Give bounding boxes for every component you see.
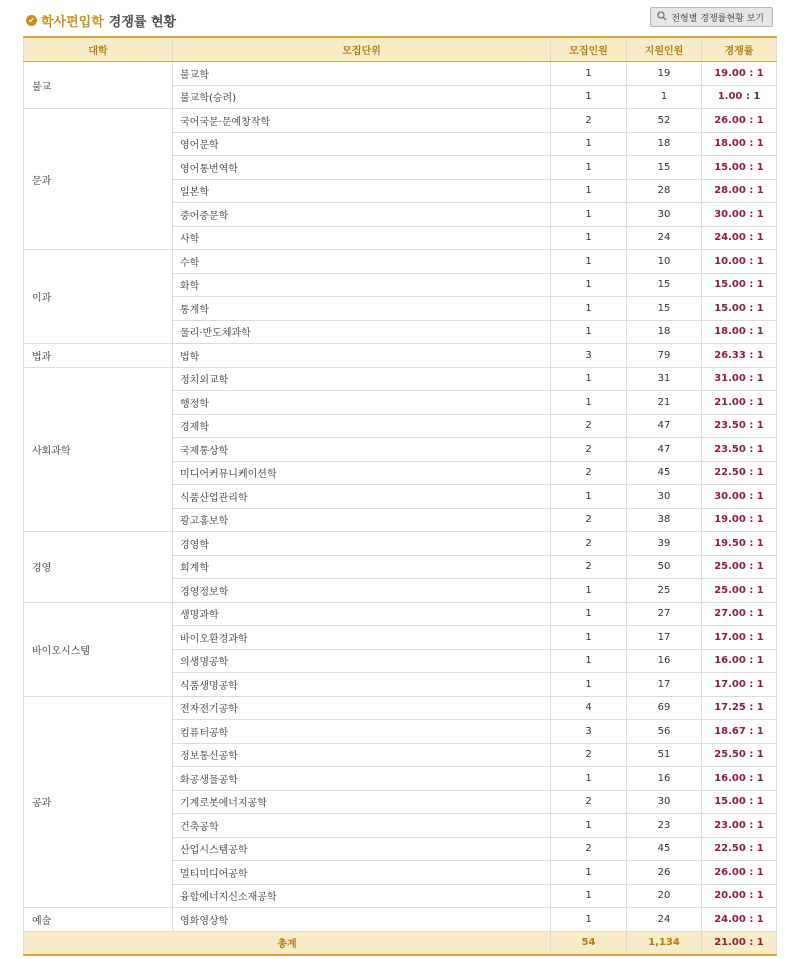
quota-cell: 1: [551, 626, 627, 650]
applicants-cell: 18: [627, 320, 702, 344]
quota-cell: 2: [551, 790, 627, 814]
applicants-cell: 50: [627, 555, 702, 579]
unit-cell: 정보통신공학: [173, 743, 551, 767]
college-cell: 경영: [24, 532, 173, 603]
quota-cell: 2: [551, 109, 627, 133]
column-header: 모집인원: [551, 37, 627, 62]
unit-cell: 일본학: [173, 179, 551, 203]
ratio-cell: 25.00 : 1: [702, 579, 777, 603]
applicants-cell: 51: [627, 743, 702, 767]
quota-cell: 1: [551, 297, 627, 321]
ratio-cell: 31.00 : 1: [702, 367, 777, 391]
ratio-cell: 21.00 : 1: [702, 391, 777, 415]
table-row: [24, 109, 777, 133]
quota-cell: 2: [551, 461, 627, 485]
unit-cell: 경제학: [173, 414, 551, 438]
quota-cell: 1: [551, 367, 627, 391]
unit-cell: 미디어커뮤니케이션학: [173, 461, 551, 485]
applicants-cell: 18: [627, 132, 702, 156]
unit-cell: 사학: [173, 226, 551, 250]
quota-cell: 2: [551, 414, 627, 438]
title-highlight: 학사편입학: [41, 15, 104, 30]
unit-cell: 영화영상학: [173, 908, 551, 932]
ratio-cell: 24.00 : 1: [702, 908, 777, 932]
college-cell: 불교: [24, 62, 173, 109]
quota-cell: 3: [551, 720, 627, 744]
applicants-cell: 47: [627, 438, 702, 462]
applicants-cell: 19: [627, 62, 702, 86]
view-by-type-button-label: 전형별 경쟁률현황 보기: [671, 13, 764, 24]
quota-cell: 1: [551, 485, 627, 509]
college-cell: 사회과학: [24, 367, 173, 532]
unit-cell: 컴퓨터공학: [173, 720, 551, 744]
quota-cell: 1: [551, 179, 627, 203]
unit-cell: 건축공학: [173, 814, 551, 838]
unit-cell: 물리·반도체과학: [173, 320, 551, 344]
applicants-cell: 23: [627, 814, 702, 838]
quota-cell: 1: [551, 814, 627, 838]
unit-cell: 산업시스템공학: [173, 837, 551, 861]
unit-cell: 통계학: [173, 297, 551, 321]
unit-cell: 광고홍보학: [173, 508, 551, 532]
applicants-cell: 21: [627, 391, 702, 415]
unit-cell: 기계로봇에너지공학: [173, 790, 551, 814]
unit-cell: 회계학: [173, 555, 551, 579]
search-icon: [657, 11, 667, 24]
quota-cell: 1: [551, 226, 627, 250]
unit-cell: 경영정보학: [173, 579, 551, 603]
ratio-cell: 15.00 : 1: [702, 156, 777, 180]
unit-cell: 국어국문·문예창작학: [173, 109, 551, 133]
applicants-cell: 15: [627, 156, 702, 180]
applicants-cell: 27: [627, 602, 702, 626]
unit-cell: 식품산업관리학: [173, 485, 551, 509]
applicants-cell: 45: [627, 461, 702, 485]
table-row: [24, 367, 777, 391]
ratio-cell: 17.00 : 1: [702, 673, 777, 697]
quota-cell: 1: [551, 62, 627, 86]
column-header: 모집단위: [173, 37, 551, 62]
unit-cell: 수학: [173, 250, 551, 274]
applicants-cell: 30: [627, 203, 702, 227]
ratio-cell: 20.00 : 1: [702, 884, 777, 908]
ratio-cell: 17.00 : 1: [702, 626, 777, 650]
applicants-cell: 16: [627, 767, 702, 791]
page-header: [0, 0, 798, 36]
college-cell: 법과: [24, 344, 173, 368]
unit-cell: 중어중문학: [173, 203, 551, 227]
unit-cell: 화공생물공학: [173, 767, 551, 791]
ratio-cell: 15.00 : 1: [702, 297, 777, 321]
ratio-cell: 23.50 : 1: [702, 414, 777, 438]
ratio-cell: 22.50 : 1: [702, 461, 777, 485]
total-row: [24, 931, 777, 955]
quota-cell: 1: [551, 85, 627, 109]
unit-cell: 융합에너지신소재공학: [173, 884, 551, 908]
ratio-cell: 16.00 : 1: [702, 649, 777, 673]
quota-cell: 2: [551, 837, 627, 861]
unit-cell: 국제통상학: [173, 438, 551, 462]
quota-cell: 2: [551, 438, 627, 462]
quota-cell: 1: [551, 320, 627, 344]
ratio-cell: 30.00 : 1: [702, 485, 777, 509]
title-rest: 경쟁률 현황: [108, 15, 177, 30]
unit-cell: 의생명공학: [173, 649, 551, 673]
column-header: 경쟁률: [702, 37, 777, 62]
total-ratio: 21.00 : 1: [702, 931, 777, 955]
quota-cell: 1: [551, 673, 627, 697]
ratio-cell: 25.50 : 1: [702, 743, 777, 767]
applicants-cell: 69: [627, 696, 702, 720]
quota-cell: 2: [551, 743, 627, 767]
quota-cell: 1: [551, 767, 627, 791]
quota-cell: 2: [551, 532, 627, 556]
view-by-type-button[interactable]: [650, 7, 773, 27]
quota-cell: 1: [551, 132, 627, 156]
total-label: 총계: [24, 931, 551, 955]
applicants-cell: 52: [627, 109, 702, 133]
applicants-cell: 25: [627, 579, 702, 603]
quota-cell: 1: [551, 203, 627, 227]
ratio-cell: 15.00 : 1: [702, 790, 777, 814]
applicants-cell: 47: [627, 414, 702, 438]
quota-cell: 1: [551, 273, 627, 297]
ratio-cell: 18.00 : 1: [702, 132, 777, 156]
ratio-cell: 26.33 : 1: [702, 344, 777, 368]
unit-cell: 불교학(승려): [173, 85, 551, 109]
applicants-cell: 45: [627, 837, 702, 861]
applicants-cell: 20: [627, 884, 702, 908]
ratio-cell: 10.00 : 1: [702, 250, 777, 274]
applicants-cell: 26: [627, 861, 702, 885]
ratio-cell: 30.00 : 1: [702, 203, 777, 227]
ratio-cell: 22.50 : 1: [702, 837, 777, 861]
quota-cell: 2: [551, 508, 627, 532]
ratio-cell: 23.50 : 1: [702, 438, 777, 462]
quota-cell: 1: [551, 908, 627, 932]
college-cell: 문과: [24, 109, 173, 250]
table-body: [24, 62, 777, 932]
unit-cell: 전자전기공학: [173, 696, 551, 720]
applicants-cell: 56: [627, 720, 702, 744]
unit-cell: 법학: [173, 344, 551, 368]
college-cell: 예술: [24, 908, 173, 932]
table-header-row: [24, 37, 777, 62]
ratio-cell: 23.00 : 1: [702, 814, 777, 838]
column-header: 지원인원: [627, 37, 702, 62]
quota-cell: 4: [551, 696, 627, 720]
ratio-cell: 1.00 : 1: [702, 85, 777, 109]
ratio-cell: 18.67 : 1: [702, 720, 777, 744]
college-cell: 이과: [24, 250, 173, 344]
applicants-cell: 17: [627, 673, 702, 697]
ratio-cell: 25.00 : 1: [702, 555, 777, 579]
table-row: [24, 344, 777, 368]
applicants-cell: 24: [627, 908, 702, 932]
quota-cell: 1: [551, 156, 627, 180]
quota-cell: 3: [551, 344, 627, 368]
quota-cell: 1: [551, 579, 627, 603]
unit-cell: 영어문학: [173, 132, 551, 156]
unit-cell: 바이오환경과학: [173, 626, 551, 650]
ratio-cell: 28.00 : 1: [702, 179, 777, 203]
college-cell: 바이오시스템: [24, 602, 173, 696]
ratio-cell: 19.50 : 1: [702, 532, 777, 556]
unit-cell: 행정학: [173, 391, 551, 415]
ratio-cell: 15.00 : 1: [702, 273, 777, 297]
applicants-cell: 16: [627, 649, 702, 673]
table-row: [24, 696, 777, 720]
applicants-cell: 30: [627, 790, 702, 814]
applicants-cell: 15: [627, 273, 702, 297]
unit-cell: 경영학: [173, 532, 551, 556]
applicants-cell: 79: [627, 344, 702, 368]
ratio-cell: 18.00 : 1: [702, 320, 777, 344]
unit-cell: 식품생명공학: [173, 673, 551, 697]
unit-cell: 생명과학: [173, 602, 551, 626]
unit-cell: 영어통번역학: [173, 156, 551, 180]
quota-cell: 1: [551, 391, 627, 415]
quota-cell: 1: [551, 884, 627, 908]
ratio-cell: 26.00 : 1: [702, 109, 777, 133]
applicants-cell: 24: [627, 226, 702, 250]
applicants-cell: 10: [627, 250, 702, 274]
table-row: [24, 602, 777, 626]
quota-cell: 1: [551, 861, 627, 885]
page-title: [26, 11, 176, 30]
ratio-cell: 19.00 : 1: [702, 62, 777, 86]
table-row: [24, 250, 777, 274]
quota-cell: 2: [551, 555, 627, 579]
ratio-cell: 16.00 : 1: [702, 767, 777, 791]
check-circle-icon: ✔: [26, 15, 37, 26]
ratio-cell: 17.25 : 1: [702, 696, 777, 720]
quota-cell: 1: [551, 250, 627, 274]
college-cell: 공과: [24, 696, 173, 908]
applicants-cell: 38: [627, 508, 702, 532]
applicants-cell: 31: [627, 367, 702, 391]
applicants-cell: 28: [627, 179, 702, 203]
applicants-cell: 15: [627, 297, 702, 321]
ratio-cell: 26.00 : 1: [702, 861, 777, 885]
applicants-cell: 1: [627, 85, 702, 109]
table-row: [24, 908, 777, 932]
applicants-cell: 30: [627, 485, 702, 509]
applicants-cell: 39: [627, 532, 702, 556]
table-row: [24, 532, 777, 556]
table-row: [24, 62, 777, 86]
total-applicants: 1,134: [627, 931, 702, 955]
applicants-cell: 17: [627, 626, 702, 650]
quota-cell: 1: [551, 649, 627, 673]
ratio-cell: 27.00 : 1: [702, 602, 777, 626]
ratio-cell: 19.00 : 1: [702, 508, 777, 532]
unit-cell: 화학: [173, 273, 551, 297]
column-header: 대학: [24, 37, 173, 62]
competition-rate-table: [23, 36, 777, 956]
unit-cell: 불교학: [173, 62, 551, 86]
total-quota: 54: [551, 931, 627, 955]
unit-cell: 정치외교학: [173, 367, 551, 391]
unit-cell: 멀티미디어공학: [173, 861, 551, 885]
quota-cell: 1: [551, 602, 627, 626]
ratio-cell: 24.00 : 1: [702, 226, 777, 250]
